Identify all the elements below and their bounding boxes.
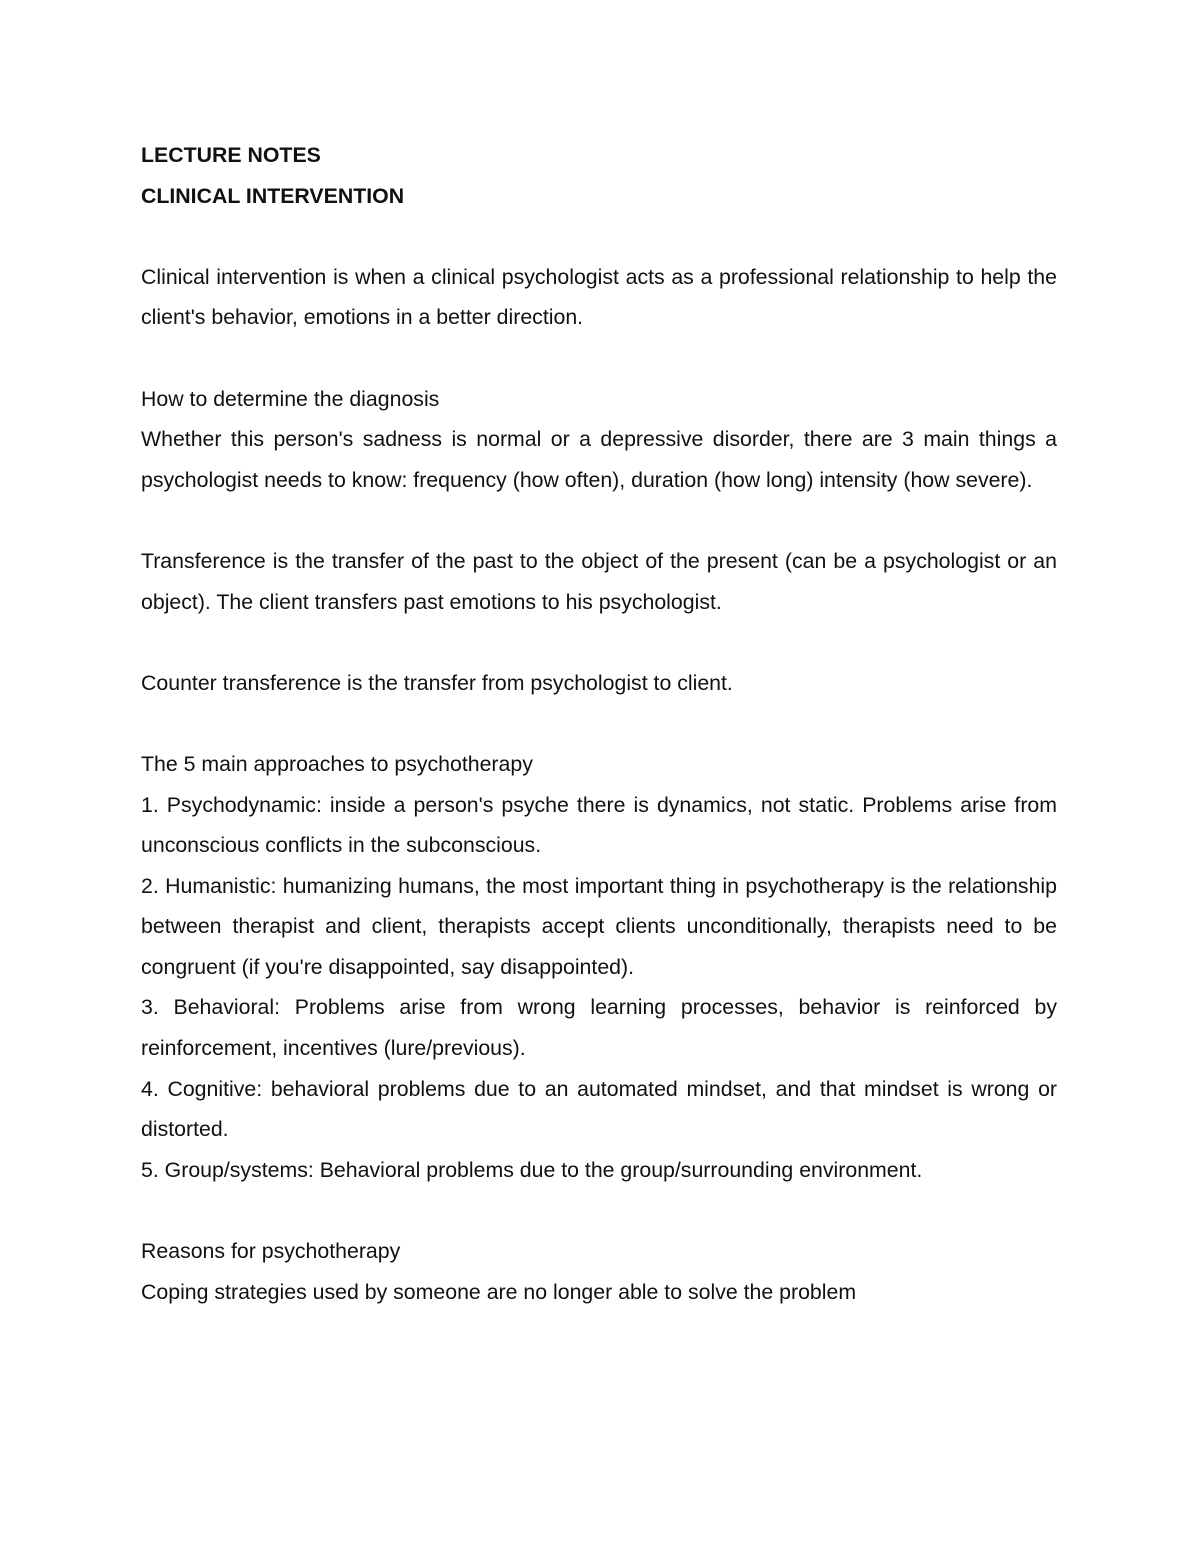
spacer bbox=[141, 500, 1057, 541]
approaches-heading: The 5 main approaches to psychotherapy bbox=[141, 751, 533, 776]
approach-item-psychodynamic: 1. Psychodynamic: inside a person's psyche there is dynamics, not static. Problems arise from unconscious conflicts in the subconscious. bbox=[141, 792, 1057, 858]
reasons-heading: Reasons for psychotherapy bbox=[141, 1239, 401, 1264]
spacer bbox=[141, 338, 1057, 379]
diagnosis-paragraph: Whether this person's sadness is normal or a depressive disorder, there are 3 main things a psychologist needs to know: frequency (how often), duration (how long) intensity (how severe). bbox=[141, 427, 1057, 492]
transference-paragraph: Transference is the transfer of the past to the object of the present (can be a psychologist or an object). The client transfers past emotions to his psychologist. bbox=[141, 548, 1057, 614]
approach-item-humanistic: 2. Humanistic: humanizing humans, the most important thing in psychotherapy is the relationship between therapist and client, therapists accept clients unconditionally, therapists need to be congruent (if you're disappointed, say disappointed). bbox=[141, 873, 1057, 979]
reasons-paragraph: Coping strategies used by someone are no longer able to solve the problem bbox=[141, 1279, 857, 1304]
approach-item-group-systems: 5. Group/systems: Behavioral problems due to the group/surrounding environment. bbox=[141, 1157, 923, 1182]
approach-item-behavioral: 3. Behavioral: Problems arise from wrong learning processes, behavior is reinforced by reinforcement, incentives (lure/previous). bbox=[141, 995, 1057, 1061]
document-body bbox=[141, 135, 1057, 1312]
document-title-line1: LECTURE NOTES bbox=[141, 143, 321, 167]
diagnosis-heading: How to determine the diagnosis bbox=[141, 386, 440, 411]
spacer bbox=[141, 216, 1057, 257]
spacer bbox=[141, 1190, 1057, 1231]
document-title-line2: CLINICAL INTERVENTION bbox=[141, 183, 405, 208]
counter-transference-paragraph: Counter transference is the transfer from psychologist to client. bbox=[141, 670, 733, 695]
approach-item-cognitive: 4. Cognitive: behavioral problems due to an automated mindset, and that mindset is wrong or distorted. bbox=[141, 1076, 1057, 1142]
spacer bbox=[141, 703, 1057, 744]
spacer bbox=[141, 622, 1057, 663]
intro-paragraph: Clinical intervention is when a clinical psychologist acts as a professional relationship to help the client's behavior, emotions in a better direction. bbox=[141, 264, 1057, 330]
